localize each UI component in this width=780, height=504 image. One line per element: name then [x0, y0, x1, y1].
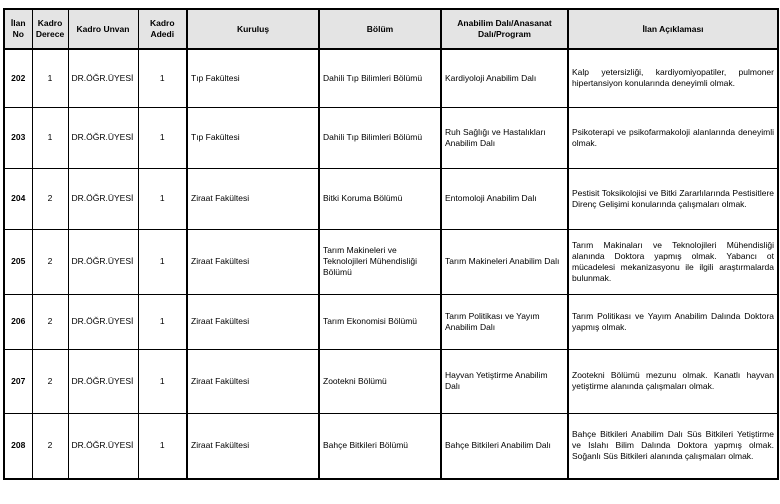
cell-bolum: Tarım Ekonomisi Bölümü — [319, 294, 441, 349]
cell-kurulus: Tıp Fakültesi — [187, 49, 319, 107]
cell-aciklama: Pestisit Toksikolojisi ve Bitki Zararlılarında Pestisitlere Direnç Gelişimi konularında çalışmaları olmak. — [568, 168, 778, 229]
table-header — [4, 9, 778, 49]
cell-ilan-no: 203 — [4, 107, 32, 168]
cell-kadro-unvan: DR.ÖĞR.ÜYESİ — [68, 229, 138, 294]
cell-kurulus: Ziraat Fakültesi — [187, 413, 319, 479]
cell-ilan-no: 205 — [4, 229, 32, 294]
cell-kadro-adedi: 1 — [138, 107, 187, 168]
cell-anabilim: Hayvan Yetiştirme Anabilim Dalı — [441, 349, 568, 413]
cell-kadro-derece: 2 — [32, 294, 68, 349]
cell-kadro-adedi: 1 — [138, 349, 187, 413]
cell-aciklama: Tarım Politikası ve Yayım Anabilim Dalında Doktora yapmış olmak. — [568, 294, 778, 349]
cell-kadro-derece: 1 — [32, 49, 68, 107]
cell-kurulus: Ziraat Fakültesi — [187, 229, 319, 294]
cell-kadro-unvan: DR.ÖĞR.ÜYESİ — [68, 413, 138, 479]
table-body — [4, 49, 778, 479]
cell-ilan-no: 202 — [4, 49, 32, 107]
cell-kadro-derece: 1 — [32, 107, 68, 168]
table-row — [4, 49, 778, 107]
table-row — [4, 413, 778, 479]
cell-ilan-no: 207 — [4, 349, 32, 413]
cell-bolum: Bitki Koruma Bölümü — [319, 168, 441, 229]
cell-ilan-no: 206 — [4, 294, 32, 349]
cell-kadro-derece: 2 — [32, 229, 68, 294]
cell-kadro-unvan: DR.ÖĞR.ÜYESİ — [68, 107, 138, 168]
cell-kurulus: Tıp Fakültesi — [187, 107, 319, 168]
cell-anabilim: Bahçe Bitkileri Anabilim Dalı — [441, 413, 568, 479]
cell-anabilim: Entomoloji Anabilim Dalı — [441, 168, 568, 229]
header-kadro-derece: Kadro Derece — [32, 9, 68, 49]
table-row — [4, 107, 778, 168]
cell-kurulus: Ziraat Fakültesi — [187, 349, 319, 413]
header-kurulus: Kuruluş — [187, 9, 319, 49]
cell-kadro-derece: 2 — [32, 349, 68, 413]
cell-aciklama: Bahçe Bitkileri Anabilim Dalı Süs Bitkileri Yetiştirme ve Islahı Bilim Dalında Doktora yapmış olmak. Soğanlı Süs Bitkileri alanında çalışmaları olmak. — [568, 413, 778, 479]
header-kadro-unvan: Kadro Unvan — [68, 9, 138, 49]
cell-aciklama: Psikoterapi ve psikofarmakoloji alanlarında deneyimli olmak. — [568, 107, 778, 168]
header-row — [4, 9, 778, 49]
document-page — [3, 8, 777, 480]
cell-bolum: Tarım Makineleri ve Teknolojileri Mühendisliği Bölümü — [319, 229, 441, 294]
header-bolum: Bölüm — [319, 9, 441, 49]
cell-aciklama: Kalp yetersizliği, kardiyomiyopatiler, pulmoner hipertansiyon konularında deneyimli olmak. — [568, 49, 778, 107]
cell-bolum: Dahili Tıp Bilimleri Bölümü — [319, 49, 441, 107]
job-postings-table — [3, 8, 779, 480]
table-row — [4, 168, 778, 229]
cell-kadro-adedi: 1 — [138, 229, 187, 294]
cell-ilan-no: 204 — [4, 168, 32, 229]
table-row — [4, 294, 778, 349]
header-anabilim-dali: Anabilim Dalı/Anasanat Dalı/Program — [441, 9, 568, 49]
cell-kurulus: Ziraat Fakültesi — [187, 294, 319, 349]
cell-kadro-derece: 2 — [32, 168, 68, 229]
cell-aciklama: Tarım Makinaları ve Teknolojileri Mühendisliği alanında Doktora yapmış olmak. Yabancı ot mücadelesi mekanizasyonu ile ilgili araştırmalarda bulunmak. — [568, 229, 778, 294]
cell-ilan-no: 208 — [4, 413, 32, 479]
cell-anabilim: Ruh Sağlığı ve Hastalıkları Anabilim Dalı — [441, 107, 568, 168]
cell-bolum: Zootekni Bölümü — [319, 349, 441, 413]
cell-kadro-unvan: DR.ÖĞR.ÜYESİ — [68, 168, 138, 229]
cell-anabilim: Kardiyoloji Anabilim Dalı — [441, 49, 568, 107]
header-kadro-adedi: Kadro Adedi — [138, 9, 187, 49]
header-ilan-no: İlan No — [4, 9, 32, 49]
table-row — [4, 229, 778, 294]
cell-kurulus: Ziraat Fakültesi — [187, 168, 319, 229]
cell-kadro-adedi: 1 — [138, 294, 187, 349]
cell-kadro-adedi: 1 — [138, 49, 187, 107]
cell-anabilim: Tarım Makineleri Anabilim Dalı — [441, 229, 568, 294]
cell-kadro-adedi: 1 — [138, 413, 187, 479]
cell-bolum: Bahçe Bitkileri Bölümü — [319, 413, 441, 479]
cell-bolum: Dahili Tıp Bilimleri Bölümü — [319, 107, 441, 168]
header-ilan-aciklamasi: İlan Açıklaması — [568, 9, 778, 49]
cell-kadro-derece: 2 — [32, 413, 68, 479]
cell-kadro-unvan: DR.ÖĞR.ÜYESİ — [68, 294, 138, 349]
cell-kadro-unvan: DR.ÖĞR.ÜYESİ — [68, 349, 138, 413]
cell-kadro-adedi: 1 — [138, 168, 187, 229]
table-row — [4, 349, 778, 413]
cell-kadro-unvan: DR.ÖĞR.ÜYESİ — [68, 49, 138, 107]
cell-aciklama: Zootekni Bölümü mezunu olmak. Kanatlı hayvan yetiştirme alanında çalışmaları olmak. — [568, 349, 778, 413]
cell-anabilim: Tarım Politikası ve Yayım Anabilim Dalı — [441, 294, 568, 349]
